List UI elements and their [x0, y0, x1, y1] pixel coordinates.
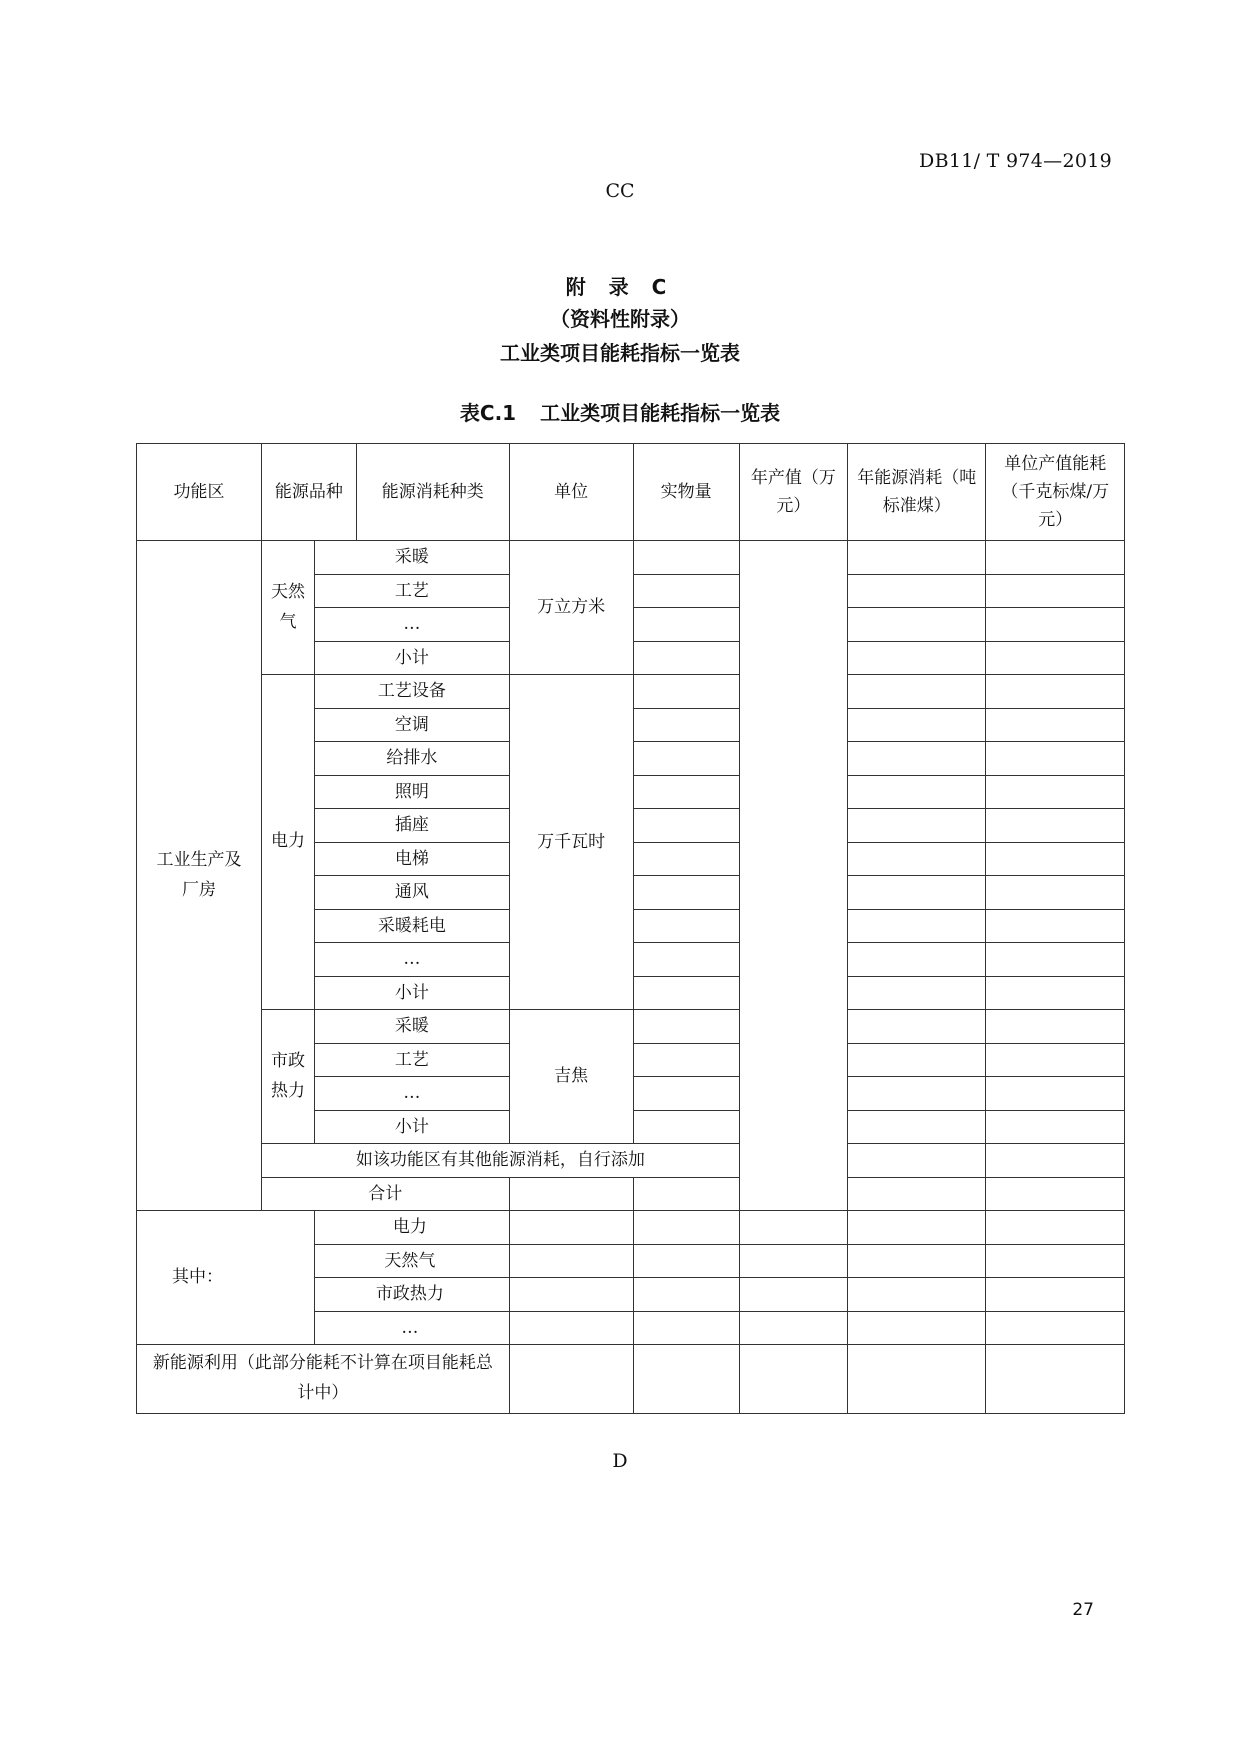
empty-cell [633, 1177, 739, 1211]
quantity-cell [633, 876, 739, 910]
table-row [137, 675, 1125, 709]
consumption-item: … [315, 943, 510, 977]
section-marker-bottom: D [612, 1450, 628, 1472]
empty-cell [848, 909, 986, 943]
empty-cell [633, 1244, 739, 1278]
empty-cell [848, 1077, 986, 1111]
empty-cell [848, 1043, 986, 1077]
empty-cell [848, 675, 986, 709]
header-energy-type: 能源品种 [262, 444, 357, 540]
energy-type-power: 电力 [261, 675, 314, 1010]
empty-cell [986, 1244, 1125, 1278]
header-quantity: 实物量 [633, 444, 739, 541]
empty-cell [848, 1110, 986, 1144]
empty-cell [848, 1177, 986, 1211]
table-title: 工业类项目能耗指标一览表 [540, 401, 781, 425]
energy-type-heat: 市政热力 [261, 1010, 314, 1144]
annual-output-cell [739, 541, 847, 1211]
empty-cell [986, 1010, 1125, 1044]
consumption-item: 采暖 [315, 1010, 510, 1044]
empty-cell [986, 1043, 1125, 1077]
quantity-cell [633, 708, 739, 742]
empty-cell [633, 1278, 739, 1312]
empty-cell [739, 1278, 847, 1312]
unit-heat: 吉焦 [509, 1010, 633, 1144]
empty-cell [986, 943, 1125, 977]
quantity-cell [633, 775, 739, 809]
consumption-item: 工艺 [315, 574, 510, 608]
empty-cell [848, 1144, 986, 1178]
empty-cell [848, 1244, 986, 1278]
empty-cell [633, 1211, 739, 1245]
among-label: 其中： [137, 1211, 315, 1345]
quantity-cell [633, 574, 739, 608]
table-header-row [137, 444, 1125, 541]
empty-cell [986, 809, 1125, 843]
quantity-cell [633, 909, 739, 943]
section-marker-top: CC [605, 180, 635, 202]
empty-cell [848, 641, 986, 675]
page-number: 27 [1072, 1600, 1094, 1620]
empty-cell [986, 1110, 1125, 1144]
empty-cell [986, 876, 1125, 910]
empty-cell [848, 876, 986, 910]
empty-cell [509, 1345, 633, 1414]
empty-cell [509, 1278, 633, 1312]
empty-cell [848, 976, 986, 1010]
empty-cell [848, 1345, 986, 1414]
empty-cell [739, 1311, 847, 1345]
consumption-item: 工艺 [315, 1043, 510, 1077]
empty-cell [986, 574, 1125, 608]
table-caption [0, 397, 1240, 426]
empty-cell [848, 574, 986, 608]
quantity-cell [633, 608, 739, 642]
empty-cell [633, 1311, 739, 1345]
among-item: 电力 [315, 1211, 510, 1245]
consumption-item: 工艺设备 [315, 675, 510, 709]
table-row [137, 1010, 1125, 1044]
quantity-cell [633, 1077, 739, 1111]
appendix-name: 工业类项目能耗指标一览表 [500, 341, 740, 365]
header-annual-output: 年产值（万元） [739, 444, 847, 541]
empty-cell [848, 775, 986, 809]
quantity-cell [633, 842, 739, 876]
empty-cell [848, 608, 986, 642]
quantity-cell [633, 742, 739, 776]
consumption-item: 空调 [315, 708, 510, 742]
empty-cell [848, 1311, 986, 1345]
quantity-cell [633, 641, 739, 675]
zone-label: 工业生产及厂房 [137, 541, 262, 1211]
empty-cell [986, 909, 1125, 943]
consumption-item: … [315, 608, 510, 642]
empty-cell [986, 608, 1125, 642]
empty-cell [509, 1244, 633, 1278]
empty-cell [986, 708, 1125, 742]
quantity-cell [633, 976, 739, 1010]
consumption-item: 小计 [315, 641, 510, 675]
among-item: … [315, 1311, 510, 1345]
consumption-item: 通风 [315, 876, 510, 910]
consumption-item: 采暖耗电 [315, 909, 510, 943]
empty-cell [986, 1345, 1125, 1414]
empty-cell [848, 708, 986, 742]
appendix-title: 附 录 C [565, 275, 675, 299]
table-body [137, 541, 1125, 1414]
empty-cell [739, 1345, 847, 1414]
empty-cell [986, 842, 1125, 876]
quantity-cell [633, 1110, 739, 1144]
consumption-item: … [315, 1077, 510, 1111]
empty-cell [986, 1177, 1125, 1211]
consumption-item: 小计 [315, 1110, 510, 1144]
table-row [137, 1177, 1125, 1211]
empty-cell [509, 1211, 633, 1245]
empty-cell [848, 1278, 986, 1312]
consumption-item: 小计 [315, 976, 510, 1010]
empty-cell [986, 641, 1125, 675]
empty-cell [986, 675, 1125, 709]
quantity-cell [633, 809, 739, 843]
header-unit: 单位 [509, 444, 633, 541]
table-row [137, 1211, 1125, 1245]
consumption-item: 照明 [315, 775, 510, 809]
empty-cell [848, 1010, 986, 1044]
empty-cell [986, 775, 1125, 809]
header-annual-energy: 年能源消耗（吨标准煤） [848, 444, 986, 541]
quantity-cell [633, 1010, 739, 1044]
empty-cell [739, 1211, 847, 1245]
new-energy-label: 新能源利用（此部分能耗不计算在项目能耗总计中） [137, 1345, 510, 1414]
empty-cell [509, 1177, 633, 1211]
empty-cell [633, 1345, 739, 1414]
unit-gas: 万立方米 [509, 541, 633, 675]
quantity-cell [633, 943, 739, 977]
consumption-item: 插座 [315, 809, 510, 843]
appendix-type: （资料性附录） [550, 307, 690, 331]
empty-cell [986, 1211, 1125, 1245]
empty-cell [986, 541, 1125, 575]
table-row [137, 541, 1125, 575]
quantity-cell [633, 675, 739, 709]
other-energy-row: 如该功能区有其他能源消耗，自行添加 [261, 1144, 739, 1178]
empty-cell [848, 742, 986, 776]
consumption-item: 采暖 [315, 541, 510, 575]
empty-cell [848, 943, 986, 977]
empty-cell [986, 1077, 1125, 1111]
empty-cell [509, 1311, 633, 1345]
quantity-cell [633, 1043, 739, 1077]
unit-power: 万千瓦时 [509, 675, 633, 1010]
empty-cell [986, 976, 1125, 1010]
header-unit-output-energy: 单位产值能耗（千克标煤/万元） [986, 444, 1125, 541]
table-row [137, 1345, 1125, 1414]
among-item: 天然气 [315, 1244, 510, 1278]
energy-type-gas: 天然气 [261, 541, 314, 675]
header-zone: 功能区 [137, 444, 262, 541]
consumption-item: 电梯 [315, 842, 510, 876]
total-label: 合计 [261, 1177, 509, 1211]
consumption-item: 给排水 [315, 742, 510, 776]
empty-cell [986, 1278, 1125, 1312]
quantity-cell [633, 541, 739, 575]
empty-cell [739, 1244, 847, 1278]
header-energy-cell [261, 444, 509, 541]
among-item: 市政热力 [315, 1278, 510, 1312]
empty-cell [848, 842, 986, 876]
header-consumption-type: 能源消耗种类 [381, 481, 484, 502]
empty-cell [986, 1311, 1125, 1345]
energy-table [136, 443, 1125, 1414]
table-row [137, 1144, 1125, 1178]
empty-cell [986, 1144, 1125, 1178]
empty-cell [848, 541, 986, 575]
empty-cell [848, 809, 986, 843]
table-number: 表C.1 [459, 401, 517, 425]
empty-cell [986, 742, 1125, 776]
document-code: DB11/ T 974—2019 [919, 150, 1112, 172]
empty-cell [848, 1211, 986, 1245]
